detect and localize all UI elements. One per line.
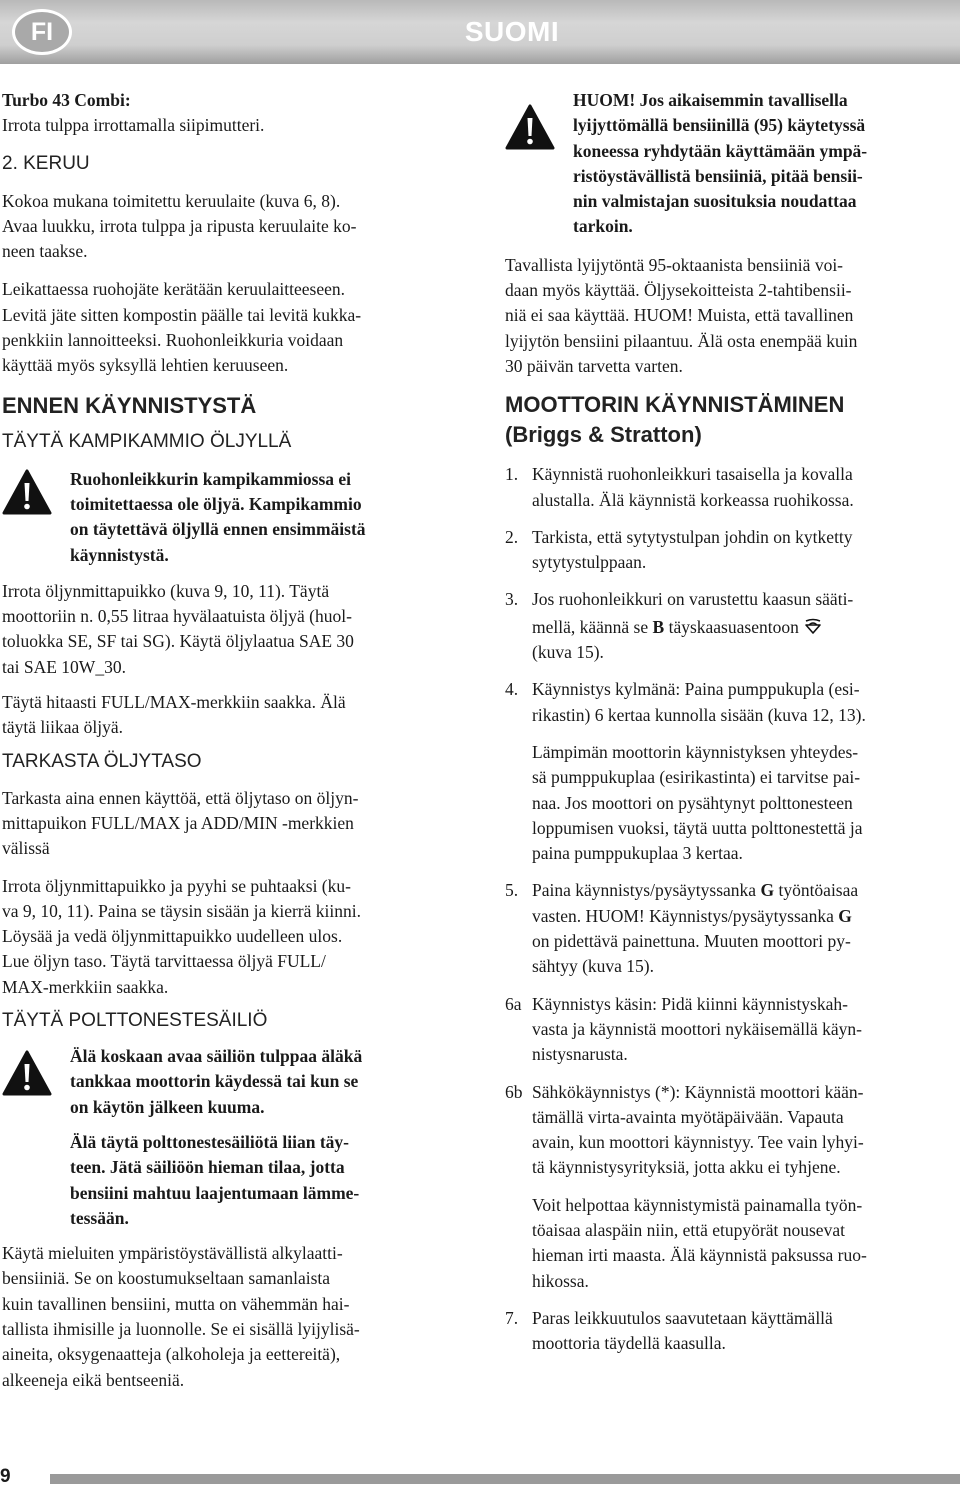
- text-line: Käytä mieluiten ympäristöystävällistä alkylaatti-: [2, 1243, 343, 1264]
- text-line: ristöystävällistä bensiiniä, pitää bensii-: [573, 165, 863, 186]
- text-line: toluokka SE, SF tai SG). Käytä öljylaatua SAE 30: [2, 631, 354, 652]
- text-line: moottoriin n. 0,55 litraa hyvälaatuista öljyä (huol-: [2, 606, 352, 627]
- text-line: daan myös käyttää. Öljysekoitteista 2-tahtibensii-: [505, 280, 852, 301]
- text-line: tankkaa moottorin käydessä tai kun se: [70, 1071, 359, 1092]
- text-line: Irrota öljynmittapuikko (kuva 9, 10, 11). Täytä: [2, 580, 330, 601]
- warning-triangle-icon: [2, 469, 52, 515]
- fuel-warning-2: [2, 1130, 452, 1231]
- text-span: Paina käynnistys/pysäytyssanka: [532, 880, 761, 901]
- step-number: 6b: [505, 1081, 523, 1102]
- engine-start-heading: [505, 390, 955, 450]
- fuel-warning-1: [2, 1044, 452, 1120]
- keruu-heading: 2. KERUU: [2, 152, 90, 174]
- step-1: [505, 462, 955, 513]
- text-line: vasta ja käynnistä moottori nykäisemällä käyn-: [532, 1018, 862, 1039]
- text-line: tä käynnistysyrityksiä, jotta akku ei tyhjene.: [532, 1157, 841, 1178]
- language-title: SUOMI: [464, 16, 560, 47]
- warning-triangle-icon: [2, 1050, 52, 1096]
- keruu-paragraph-2: [2, 277, 452, 378]
- language-code-badge: FI: [12, 9, 72, 55]
- text-line: Voit helpottaa käynnistymistä painamalla työn-: [532, 1194, 863, 1215]
- heading-line: (Briggs & Stratton): [505, 422, 702, 448]
- text-line: töaisaa alaspäin niin, että etupyörät nousevat: [532, 1219, 845, 1240]
- text-line: Täytä hitaasti FULL/MAX-merkkiin saakka. Älä: [2, 692, 346, 713]
- oil-paragraph-2: [2, 690, 452, 741]
- text-line: tämällä virta-avainta myötäpäivään. Vapauta: [532, 1106, 844, 1127]
- step-4-warm-start: [505, 740, 955, 866]
- text-line: käyttää myös syksyllä lehtien keruuseen.: [2, 355, 289, 376]
- text-line: Löysää ja vedä öljynmittapuikko uudelleen ulos.: [2, 926, 343, 947]
- text-line: hikossa.: [532, 1270, 589, 1291]
- text-line: on täytettävä öljyllä ennen ensimmäistä: [70, 519, 366, 540]
- fuel-tank-heading: TÄYTÄ POLTTONESTESÄILIÖ: [2, 1010, 268, 1032]
- warning-triangle-icon: [505, 104, 555, 150]
- text-line: rikastin) 6 kertaa kunnolla sisään (kuva 12, 13).: [532, 704, 866, 725]
- text-line: lyijytön bensiini pilaantuu. Älä osta enempää kuin: [505, 330, 858, 351]
- text-line: bensiiniä. Se on koostumukseltaan samanlaista: [2, 1268, 331, 1289]
- step-7: [505, 1306, 955, 1357]
- text-line: alustalla. Älä käynnistä korkeassa ruohikossa.: [532, 489, 854, 510]
- text-line: tai SAE 10W_30.: [2, 656, 126, 677]
- text-line: avain, kun moottori käynnistyy. Tee vain lyhyi-: [532, 1132, 864, 1153]
- text-line: Avaa luukku, irrota tulppa ja ripusta keruulaite ko-: [2, 215, 357, 236]
- handle-label: G: [838, 905, 852, 926]
- text-line: neen taakse.: [2, 241, 88, 262]
- text-line: Irrota öljynmittapuikko ja pyyhi se puhtaaksi (ku-: [2, 875, 351, 896]
- text-span: mellä, käännä se: [532, 616, 653, 637]
- text-line: Älä täytä polttonestesäiliötä liian täy-: [70, 1131, 350, 1152]
- text-line: on käytön jälkeen kuuma.: [70, 1096, 265, 1117]
- turbo-title: Turbo 43 Combi:: [2, 90, 131, 110]
- text-line: tarkoin.: [573, 216, 633, 237]
- text-line: Tavallista lyijytöntä 95-oktaanista bensiiniä voi-: [505, 254, 844, 275]
- fuel-paragraph-1: [2, 1241, 452, 1393]
- text-line: Ruohonleikkurin kampikammiossa ei: [70, 468, 352, 489]
- step-number: 7.: [505, 1307, 519, 1328]
- check-paragraph-1: [2, 786, 452, 862]
- text-line: penkkiin lannoitteeksi. Ruohonleikkuria voidaan: [2, 330, 344, 351]
- text-line: täytä liikaa öljyä.: [2, 717, 123, 738]
- text-line: lyijyttömällä bensiinillä (95) käytetyssä: [573, 115, 866, 136]
- huom-warning: [505, 88, 955, 240]
- left-column: [2, 88, 452, 1393]
- right-column: [505, 88, 955, 1356]
- text-line: va 9, 10, 11). Paina se täysin sisään ja kierrä kiinni.: [2, 900, 361, 921]
- text-line: Käynnistä ruohonleikkuri tasaisella ja kovalla: [532, 464, 853, 485]
- step-number: 1.: [505, 464, 519, 485]
- step-number: 2.: [505, 526, 519, 547]
- step-5: [505, 878, 955, 979]
- text-line: MAX-merkkiin saakka.: [2, 976, 169, 997]
- text-span: täyskaasuasentoon: [664, 616, 799, 637]
- text-line: teen. Jätä säiliöön hieman tilaa, jotta: [70, 1157, 345, 1178]
- oil-fill-heading: TÄYTÄ KAMPIKAMMIO ÖLJYLLÄ: [2, 430, 292, 452]
- step-number: 3.: [505, 589, 519, 610]
- text-line: on pidettävä painettuna. Muuten moottori py-: [532, 931, 851, 952]
- text-line: (kuva 15).: [532, 642, 604, 663]
- text-line: [532, 904, 955, 929]
- text-line: välissä: [2, 838, 50, 859]
- text-line: HUOM! Jos aikaisemmin tavallisella: [573, 90, 848, 110]
- step-6a: [505, 992, 955, 1068]
- text-line: loppumisen vuoksi, täytä uutta polttonestettä ja: [532, 817, 863, 838]
- text-line: Lue öljyn taso. Täytä tarvittaessa öljyä FULL/: [2, 951, 326, 972]
- text-line: sytytystulppaan.: [532, 552, 647, 573]
- before-start-heading: ENNEN KÄYNNISTYSTÄ: [2, 392, 257, 418]
- step-6b: [505, 1080, 955, 1181]
- text-line: aineita, oksygenaatteja (alkoholeja ja eettereitä),: [2, 1344, 341, 1365]
- text-line: koneessa ryhdytään käyttämään ympä-: [573, 140, 868, 161]
- step-4: [505, 677, 955, 728]
- text-line: sähtyy (kuva 15).: [532, 956, 654, 977]
- text-line: Levitä jäte sitten kompostin päälle tai levitä kukka-: [2, 304, 362, 325]
- text-line: käynnistystä.: [70, 544, 169, 565]
- text-line: niä ei saa käyttää. HUOM! Muista, että tavallinen: [505, 305, 854, 326]
- text-line: Lämpimän moottorin käynnistyksen yhteydes-: [532, 741, 859, 762]
- oil-paragraph-1: [2, 579, 452, 680]
- throttle-position-label: B: [652, 616, 665, 637]
- step-number: 4.: [505, 679, 519, 700]
- text-line: mittapuikon FULL/MAX ja ADD/MIN -merkkien: [2, 812, 354, 833]
- text-line: nin valmistajan suosituksia noudattaa: [573, 191, 857, 212]
- text-line: nistysnarusta.: [532, 1044, 628, 1065]
- text-line: naa. Jos moottori on pysähtynyt polttonesteen: [532, 792, 853, 813]
- step-2: [505, 525, 955, 576]
- regular-fuel-paragraph: [505, 253, 955, 379]
- full-throttle-icon: [803, 617, 823, 635]
- text-line: Tarkasta aina ennen käyttöä, että öljytaso on öljyn-: [2, 787, 359, 808]
- text-span: työntöaisaa: [774, 880, 859, 901]
- text-line: kuin tavallinen bensiini, mutta on vähemmän hai-: [2, 1293, 350, 1314]
- text-line: Sähkökäynnistys (*): Käynnistä moottori kään-: [532, 1081, 864, 1102]
- text-line: alkeeneja eikä bentseeniä.: [2, 1369, 185, 1390]
- text-line: paina pumppukuplaa 3 kertaa.: [532, 843, 743, 864]
- oil-warning: [2, 467, 452, 568]
- text-line: Käynnistys kylmänä: Paina pumppukupla (esi-: [532, 679, 860, 700]
- text-span: vasten. HUOM! Käynnistys/pysäytyssanka: [532, 905, 839, 926]
- page-number: 9: [0, 1466, 11, 1487]
- text-line: Jos ruohonleikkuri on varustettu kaasun sääti-: [532, 589, 854, 610]
- check-paragraph-2: [2, 874, 452, 1000]
- text-line: Kokoa mukana toimitettu keruulaite (kuva 6, 8).: [2, 190, 341, 211]
- text-line: [532, 615, 955, 640]
- text-line: moottoria täydellä kaasulla.: [532, 1333, 726, 1354]
- turbo-text: Irrota tulppa irrottamalla siipimutteri.: [2, 115, 265, 136]
- text-line: hieman irti maasta. Älä käynnistä paksussa ruo-: [532, 1245, 867, 1266]
- footer-bar: [50, 1474, 960, 1484]
- text-line: tallista ihmisille ja luonnolle. Se ei sisällä lyijylisä-: [2, 1318, 360, 1339]
- text-line: 30 päivän tarvetta varten.: [505, 355, 683, 376]
- check-oil-heading: TARKASTA ÖLJYTASO: [2, 750, 202, 772]
- text-line: toimitettaessa ole öljyä. Kampikammio: [70, 493, 362, 514]
- text-line: sä pumppukuplaa (esirikastinta) ei tarvitse pai-: [532, 767, 861, 788]
- keruu-paragraph-1: [2, 189, 452, 265]
- text-line: bensiini mahtuu laajentumaan lämme-: [70, 1182, 360, 1203]
- step-number: 5.: [505, 880, 519, 901]
- text-line: Leikattaessa ruohojäte kerätään keruulaitteeseen.: [2, 279, 346, 300]
- step-number: 6a: [505, 993, 522, 1014]
- handle-label: G: [760, 880, 775, 901]
- heading-line: MOOTTORIN KÄYNNISTÄMINEN: [505, 392, 845, 418]
- step-3: [505, 587, 955, 665]
- text-line: Paras leikkuutulos saavutetaan käyttämällä: [532, 1307, 833, 1328]
- text-line: [532, 878, 955, 903]
- text-line: Älä koskaan avaa säiliön tulppaa äläkä: [70, 1046, 363, 1067]
- step-6b-help: [505, 1193, 955, 1294]
- text-line: Tarkista, että sytytystulpan johdin on kytketty: [532, 526, 853, 547]
- text-line: Käynnistys käsin: Pidä kiinni käynnistyskah-: [532, 993, 848, 1014]
- text-line: tessään.: [70, 1207, 129, 1228]
